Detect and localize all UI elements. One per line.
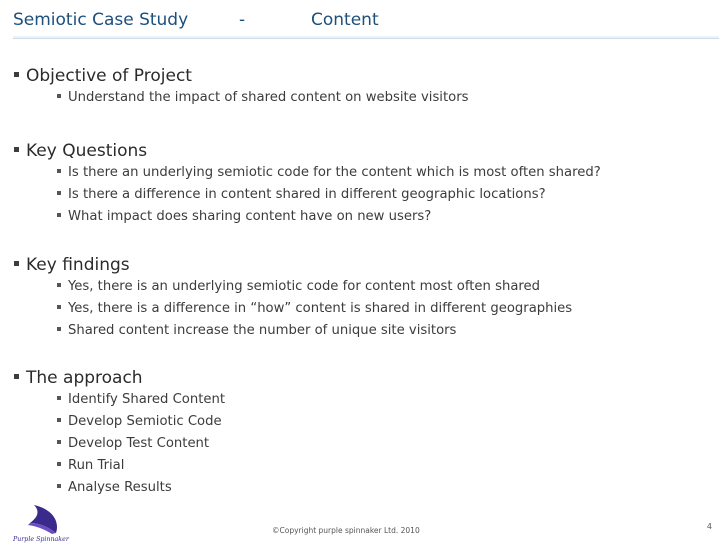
- bullet-square-icon: [14, 261, 19, 266]
- bullet-square-icon: [57, 418, 61, 422]
- title-section: Content: [311, 10, 379, 30]
- list-item: [57, 87, 469, 109]
- page-number: 4: [706, 522, 712, 531]
- bullet-square-icon: [57, 396, 61, 400]
- section-heading-text: Objective of Project: [26, 66, 192, 86]
- list-item-text: Yes, there is a difference in “how” content is shared in different geographies: [68, 301, 573, 316]
- list-item: [57, 276, 572, 298]
- svg-text:Purple Spinnaker: Purple Spinnaker: [13, 536, 69, 543]
- bullet-square-icon: [57, 191, 61, 195]
- list-item: [57, 162, 601, 184]
- section-heading-text: The approach: [26, 368, 143, 388]
- title-main: Semiotic Case Study: [13, 10, 189, 30]
- list-item: [57, 455, 225, 477]
- bullet-square-icon: [57, 440, 61, 444]
- list-item-text: Is there an underlying semiotic code for the content which is most often shared?: [68, 165, 601, 180]
- section-key-findings: [14, 254, 572, 342]
- bullet-square-icon: [57, 94, 61, 98]
- section-heading: [14, 254, 572, 276]
- bullet-square-icon: [57, 462, 61, 466]
- bullet-square-icon: [57, 213, 61, 217]
- section-heading-text: Key Questions: [26, 141, 148, 161]
- bullet-square-icon: [14, 374, 19, 379]
- bullet-square-icon: [57, 305, 61, 309]
- section-heading-text: Key findings: [26, 255, 130, 275]
- spinnaker-logo-icon: [12, 503, 72, 543]
- bullet-square-icon: [14, 147, 19, 152]
- list-item-text: Yes, there is an underlying semiotic code for content most often shared: [68, 279, 541, 294]
- bullet-square-icon: [57, 484, 61, 488]
- section-heading: [14, 140, 601, 162]
- list-item: [57, 389, 225, 411]
- section-approach: [14, 367, 225, 499]
- list-item: [57, 184, 601, 206]
- list-item-text: Run Trial: [68, 458, 125, 473]
- list-item: [57, 477, 225, 499]
- list-item: [57, 298, 572, 320]
- bullet-square-icon: [57, 169, 61, 173]
- list-item-text: Shared content increase the number of unique site visitors: [68, 323, 457, 338]
- list-item-text: Analyse Results: [68, 480, 172, 495]
- list-item-text: Identify Shared Content: [68, 392, 226, 407]
- list-item: [57, 411, 225, 433]
- list-item-text: What impact does sharing content have on new users?: [68, 209, 432, 224]
- list-item-text: Understand the impact of shared content on website visitors: [68, 90, 469, 105]
- copyright-text: ©Copyright purple spinnaker Ltd. 2010: [272, 526, 420, 535]
- list-item-text: Develop Test Content: [68, 436, 210, 451]
- bullet-square-icon: [57, 283, 61, 287]
- list-item: [57, 320, 572, 342]
- bullet-square-icon: [57, 327, 61, 331]
- bullet-square-icon: [14, 72, 19, 77]
- section-key-questions: [14, 140, 601, 228]
- list-item: [57, 206, 601, 228]
- section-heading: [14, 367, 225, 389]
- section-heading: [14, 65, 469, 87]
- company-logo: [12, 503, 72, 543]
- list-item: [57, 433, 225, 455]
- title-dash: -: [239, 10, 246, 30]
- section-objective: [14, 65, 469, 109]
- list-item-text: Is there a difference in content shared in different geographic locations?: [68, 187, 546, 202]
- list-item-text: Develop Semiotic Code: [68, 414, 222, 429]
